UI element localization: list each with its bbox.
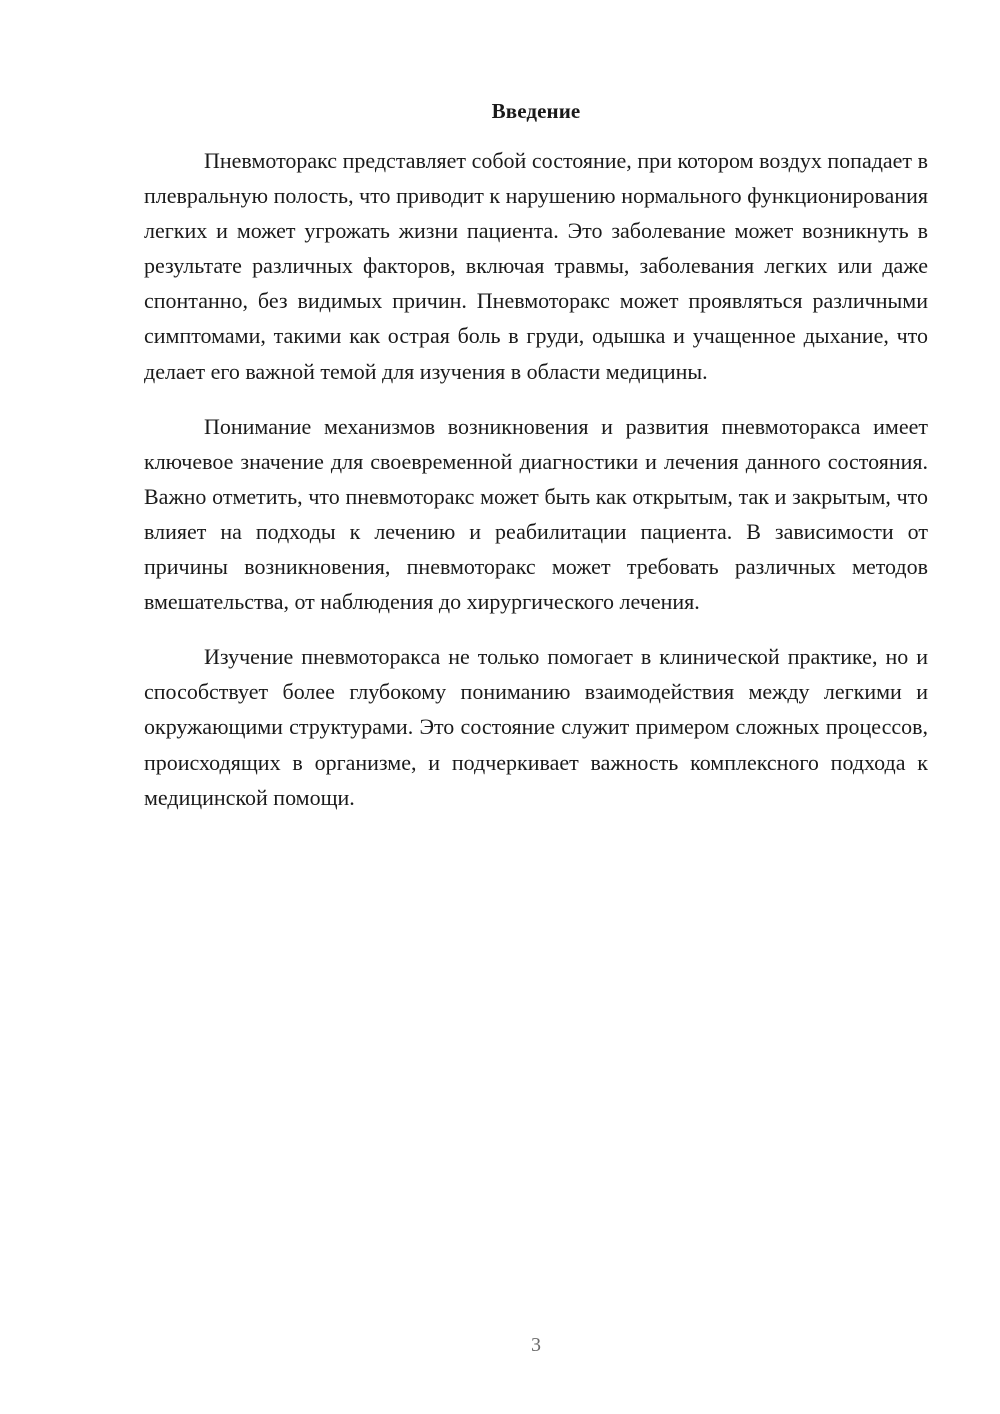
paragraph-2: Понимание механизмов возникновения и развития пневмоторакса имеет ключевое значение для своевременной диагностики и лечения данного состояния. Важно отметить, что пневмоторакс может быть как открытым, так и закрытым, что влияет на подходы к лечению и реабилитации пациента. В зависимости от причины возникновения, пневмоторакс может требовать различных методов вмешательства, от наблюдения до хирургического лечения. — [144, 413, 928, 615]
paragraph-3: Изучение пневмоторакса не только помогает в клинической практике, но и способствует более глубокому пониманию взаимодействия между легкими и окружающими структурами. Это состояние служит примером сложных процессов, происходящих в организме, и подчеркивает важность комплексного подхода к медицинской помощи. — [144, 644, 928, 810]
paragraph-1: Пневмоторакс представляет собой состояние, при котором воздух попадает в плевральную полость, что приводит к нарушению нормального функционирования легких и может угрожать жизни пациента. Это заболевание может возникнуть в результате различных факторов, включая травмы, заболевания легких или даже спонтанно, без видимых причин. Пневмоторакс может проявляться различными симптомами, такими как острая боль в груди, одышка и учащенное дыхание, что делает его важной темой для изучения в области медицины. — [144, 148, 928, 384]
section-title: Введение — [491, 99, 581, 123]
page-number: 3 — [531, 1334, 541, 1356]
page-content — [144, 96, 928, 815]
